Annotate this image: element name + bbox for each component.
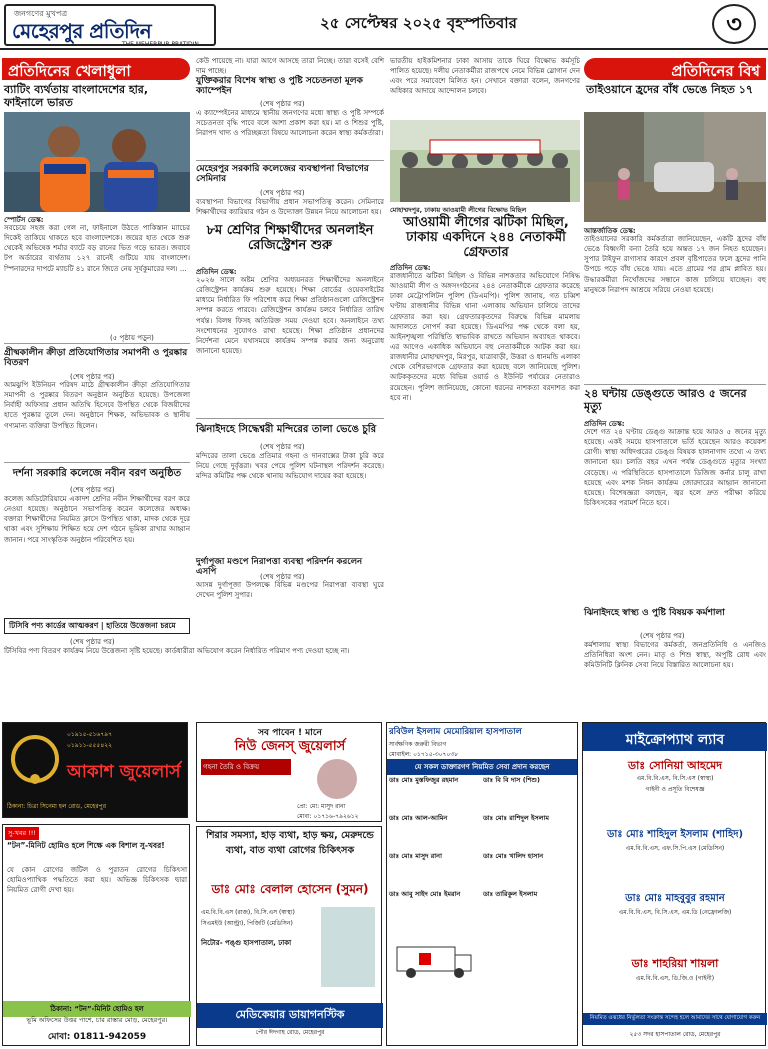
dr-belal-ad (196, 826, 382, 1046)
temple-body: মন্দিরের তালা ভেঙে প্রতিমার গহনা ও দানবাক্সের টাকা চুরি করে নিয়ে গেছে দুর্বৃত্তরা। খবর পেয়ে পুলিশ ঘটনাস্থল পরিদর্শন করেছে। মন্দির কমিটির পক্ষ থেকে থানায় অভিযোগ দায়ের করা হয়েছে। (196, 452, 384, 481)
divider (4, 462, 190, 463)
online-registration-headline: ৮ম শ্রেণির শিক্ষার্থীদের অনলাইন রেজিস্ট্রেশন শুরু (206, 223, 374, 253)
seminar-headline: মেহেরপুর সরকারি কলেজের ব্যবস্থাপনা বিভাগের সেমিনার (196, 164, 369, 185)
belal-degrees: এম.বি.বি.এস (রাজ), বি.সি.এস (স্বাস্থ্য) সিএমইউ (আল্ট্রা), পিজিটি (মেডিসিন) (201, 909, 295, 927)
rabiul-banner: যে সকল ডাক্তারগণ নিয়মিত সেবা প্রদান করছেন (387, 759, 577, 775)
micro-doctor-3-deg: এম.বি.বি.এস, বি.সি.এস, এম.ডি (নেফ্রোলজি) (618, 909, 732, 916)
sports-body: সবচেয়ে সহজ করা গেল না, ফাইনালে উঠতে পাকিস্তান ম্যাচের দিকেই তাকিয়ে থাকতে হবে বাংলাদেশকে। জয়ের হাত থেকে শুরু থেকেই অভিষেক শর্মার ব্যাটে বড় রানের ভিত গড়ে ভারত। জবাবে টপ অর্ডারের ব্যর্থতায় ১২৭ রানেই গুটিয়ে যায় বাংলাদেশ। স্পিনারদের দাপটে ম্যাচটি ৪১ রানে জিতে নেয় সূর্যকুমারের দল। ... (4, 224, 190, 273)
doctor-7: ডাঃ আবু সাইদ মোঃ ইমরান (389, 890, 461, 898)
section-header-world: প্রতিদিনের বিশ্ব (584, 58, 766, 80)
tonic-flag: সু-খবর !!! (5, 827, 39, 840)
seminar-continued: (শেষ পৃষ্ঠার পর) (260, 189, 305, 197)
darshana-headline: দর্শনা সরকারি কলেজে নবীন বরণ অনুষ্ঠিত (12, 468, 182, 479)
doctor-1: ডাঃ মোঃ মুস্তফিজুর রহমান (389, 776, 459, 784)
doctor-6: ডাঃ মোঃ খালিদ হাসান (483, 852, 544, 860)
workshop-continued: (শেষ পৃষ্ঠার পর) (640, 632, 685, 640)
online-body: ২০২৬ সালে অষ্টম শ্রেণির অধ্যয়নরত শিক্ষার্থীদের অনলাইনে রেজিস্ট্রেশন কার্যক্রম শুরু হয়েছে। শিক্ষা বোর্ডের ওয়েবসাইটের মাধ্যমে নির্ধারিত ফি পরিশোধ করে শিক্ষা প্রতিষ্ঠানগুলো রেজিস্ট্রেশন সম্পন্ন করতে পারবে। রেজিস্ট্রেশন কার্যক্রম চলবে নির্ধারিত তারিখ পর্যন্ত। বিলম্ব ফিসহ অতিরিক্ত সময় দেওয়া হবে। অনলাইনে তথ্য সংশোধনের সুযোগও রাখা হয়েছে। শিক্ষা প্রতিষ্ঠান প্রধানদের নির্দেশনা মেনে যথাসময়ে কার্যক্রম সম্পন্ন করার জন্য অনুরোধ জানানো হয়েছে। (196, 276, 384, 355)
darshana-continued: (শেষ পৃষ্ঠার পর) (70, 486, 115, 494)
newjewel-line: গহনা তৈরি ও বিক্রয় (201, 759, 291, 775)
newjewel-phone: মোবা: ০১৭১৬-৭৯২৬১২ (297, 813, 359, 820)
belal-address: পৌর ঈদগাহ রোড, মেহেরপুর (255, 1029, 325, 1036)
summer-sports-headline: গ্রীষ্মকালীন ক্রীড়া প্রতিযোগিতার সমাপনী ও পুরষ্কার বিতরণ (4, 348, 188, 369)
necklace-icon (7, 731, 63, 787)
health-campaign-headline: যুক্তিকরার বিশেষ স্বাস্থ্য ও পুষ্টি সচেতনতা মূলক ক্যাম্পেইন (196, 76, 363, 97)
tagline: জনগণের মুখপত্র (14, 9, 68, 18)
akash-address: ঠিকানা: চিত্রা সিনেমা হল রোড, মেহেরপুর (7, 803, 107, 810)
continued-text: কেউ পায়েছে না। যারা আগে আসছে তারা নিচ্ছে। তারা বসেই বেশি দাম পাচ্ছে। (196, 57, 384, 76)
seminar-body: ব্যবস্থাপনা বিভাগের বিভাগীয় প্রধান সভাপতিত্ব করেন। সেমিনারে শিক্ষার্থীদের ক্যারিয়ার গঠন ও উদ্যোক্তা উন্নয়ন নিয়ে আলোচনা হয়। (196, 198, 384, 217)
protest-photo (390, 120, 580, 202)
divider (196, 418, 384, 419)
dengue-headline: ২৪ ঘন্টায় ডেঙ্গুতে আরও ৫ জনের মৃত্যু (584, 387, 747, 413)
divider (584, 384, 766, 385)
world-byline: আন্তর্জাতিক ডেস্ক: (584, 227, 636, 235)
tonic-address-label: ঠিকানা: “টন”-মিনিট হোমিও হল (3, 1001, 191, 1017)
micro-address: ২৫৩ সদর হাসপাতাল রোড, মেহেরপুর (629, 1031, 721, 1038)
tonic-body: যে কোন রোগের জটিল ও পুরাতন রোগের চিকিৎসা হোমিওপ্যাথিক পদ্ধতিতে করা হয়। অভিজ্ঞ চিকিৎসক দ্বারা নিয়মিত রোগী দেখা হয়। (7, 866, 187, 895)
page-number: ৩ (712, 4, 756, 44)
micro-footer: নিয়মিত ওঝধের নির্ভুলতা সংক্রান্ত সন্দেহ হলে আমাদের সাথে যোগাযোগ করুন (583, 1013, 767, 1025)
dengue-body: দেশে গত ২৪ ঘণ্টায় ডেঙ্গু আক্রান্ত হয়ে আরও ৫ জনের মৃত্যু হয়েছে। একই সময়ে হাসপাতালে ভর্তি হয়েছেন আরও কয়েকশ রোগী। স্বাস্থ্য অধিদপ্তরের ডেঙ্গু বিষয়ক হালনাগাদ তথ্যে এ তথ্য জানানো হয়। চলতি বছর এখন পর্যন্ত ডেঙ্গুতে মৃত্যুর সংখ্যা বেড়েছে। এ পরিস্থিতিতে হাসপাতালে ডিজিজ কর্নার চালু রাখা হয়েছে এবং মশক নিধন কার্যক্রম জোরদারের আহ্বান জানানো হয়েছে। বিশেষজ্ঞরা বলছেন, জ্বর হলে দ্রুত পরীক্ষা করিয়ে চিকিৎসকের পরামর্শ নিতে হবে। (584, 428, 766, 507)
doctor-5: ডাঃ মোঃ মাসুদ রানা (389, 852, 442, 860)
newjewel-top: সব পাবেন ! মানে (258, 728, 322, 738)
owner-photo (317, 759, 357, 799)
tonic-address: ভূমি অফিসের উত্তর পাশে, চার রাস্তার মোড়, মেহেরপুর। (26, 1016, 168, 1024)
micropath-title: মাইক্রোপ্যাথ ল্যাব (583, 723, 767, 751)
darshana-body: কলেজ অডিটোরিয়ামে একাদশ শ্রেণির নবীন শিক্ষার্থীদের বরণ করে নেওয়া হয়েছে। অনুষ্ঠানে সভাপতিত্ব করেন কলেজের অধ্যক্ষ। বক্তারা শিক্ষার্থীদের নিয়মিত ক্লাসে উপস্থিত থাকা, মাদক থেকে দূরে থাকা এবং সুশিক্ষায় শিক্ষিত হয়ে দেশ গঠনে ভূমিকা রাখার আহ্বান জানান। পরে সাংস্কৃতিক অনুষ্ঠান পরিবেশিত হয়। (4, 495, 190, 544)
akash-title: আকাশ জুয়েলার্স (67, 762, 181, 782)
newjewel-title: নিউ জেনস্ জুয়েলার্স (234, 739, 346, 754)
divider (196, 160, 384, 161)
puja-body: আসন্ন দুর্গাপূজা উপলক্ষে বিভিন্ন মণ্ডপের নিরাপত্তা ব্যবস্থা ঘুরে দেখেন পুলিশ সুপার। (196, 581, 384, 600)
awami-byline: প্রতিদিন ডেস্ক: (390, 264, 431, 272)
issue-date: ২৫ সেপ্টেম্বর ২০২৫ বৃহস্পতিবার (320, 14, 517, 32)
cricket-photo (4, 112, 190, 212)
taiwan-body: তাইওয়ানের সরকারি কর্মকর্তারা জানিয়েছেন, একটি হ্রদের বাঁধ ভেঙে বিধ্বংসী বন্যা তৈরি হয়ে অন্তত ১৭ জন নিহত হয়েছেন। সুপার টাইফুন রাগাসার কারণে প্রবল বৃষ্টিপাতের ফলে হ্রদের পানি উপচে পড়ে বাঁধ ভেঙে যায়। এতে গ্রামের পর গ্রাম প্লাবিত হয়। উদ্ধারকর্মীরা নিখোঁজদের সন্ধানে কাজ চালিয়ে যাচ্ছেন। বহু মানুষকে নিরাপদ আশ্রয়ে সরিয়ে নেওয়া হয়েছে। (584, 235, 766, 294)
taiwan-headline: তাইওয়ানে হ্রদের বাঁধ ভেঙে নিহত ১৭ (586, 83, 754, 96)
micropath-lab-ad (582, 722, 766, 1046)
health-campaign-body: এ ক্যাম্পেইনের মাধ্যমে স্থানীয় জনগণের মধ্যে স্বাস্থ্য ও পুষ্টি সম্পর্কে সচেতনতা বৃদ্ধি পাবে বলে আশা প্রকাশ করা হয়। মা ও শিশুর পুষ্টি, নিরাপদ খাদ্য ও পরিচ্ছন্নতা বিষয়ে আলোচনা করেন স্বাস্থ্য কর্মকর্তারা। (196, 109, 384, 138)
online-byline: প্রতিদিন ডেস্ক: (196, 268, 237, 276)
protest-continued-body: ভারতীয় হাইকমিশনার ঢাকা আসায় তাকে ঘিরে বিক্ষোভ কর্মসূচি পালিত হয়েছে। দলীয় নেতাকর্মীরা রাজপথে নেমে বিভিন্ন স্লোগান দেন এবং পরে সমাবেশে মিলিত হন। সেখানে বক্তারা বলেন, জনগণের অধিকার আদায়ে আন্দোলন চলবে। (390, 57, 580, 96)
ambulance-icon (395, 937, 475, 981)
sports-headline: ব্যাটিং ব্যর্থতায় বাংলাদেশের হার, ফাইনালে ভারত (4, 83, 149, 109)
newspaper-subtitle: THE MEHERPUR PRATIDIN (122, 41, 199, 48)
newjewel-owner: প্রো: মো: মাসুদ রানা (297, 803, 346, 810)
sports-continued: (৫ পৃষ্ঠায় পড়ুন) (110, 334, 154, 342)
workshop-body: কর্মশালায় স্বাস্থ্য বিভাগের কর্মকর্তা, জনপ্রতিনিধি ও এনজিও প্রতিনিধিরা অংশ নেন। মাতৃ ও শিশু স্বাস্থ্য, অপুষ্টি রোধ এবং কমিউনিটি ক্লিনিক সেবা নিয়ে বিস্তারিত আলোচনা হয়। (584, 641, 766, 670)
micro-doctor-4: ডাঃ শাহরিয়া শায়লা (631, 957, 719, 970)
section-header-sports: প্রতিদিনের খেলাধুলা (2, 58, 190, 80)
rabiul-title: রবিউল ইসলাম মেমোরিয়াল হাসপাতাল (389, 727, 522, 737)
tcb-continued: (শেষ পৃষ্ঠার পর) (70, 638, 115, 646)
tonic-homeo-ad (2, 824, 190, 1046)
masthead (0, 0, 768, 50)
puja-continued: (শেষ পৃষ্ঠার পর) (260, 573, 305, 581)
awami-body: রাজধানীতে ঝটিকা মিছিল ও বিভিন্ন নাশকতার অভিযোগে নিষিদ্ধ আওয়ামী লীগ ও অঙ্গসংগঠনের ২৪৪ নেতাকর্মীকে গ্রেফতার করেছে ঢাকা মেট্রোপলিটন পুলিশ (ডিএমপি)। পুলিশ জানায়, গত চব্বিশ ঘণ্টায় রাজধানীর বিভিন্ন থানা এলাকায় অভিযান চালিয়ে তাদের গ্রেফতার করা হয়। গ্রেফতারকৃতদের বিরুদ্ধে বিভিন্ন মামলায় আদালতে সোপর্দ করা হয়েছে। ডিএমপির পক্ষ থেকে বলা হয়, আইনশৃঙ্খলা পরিস্থিতি স্বাভাবিক রাখতে অভিযান অব্যাহত থাকবে। এর আগেও একাধিক অভিযানে বহু নেতাকর্মীকে আটক করা হয়। রাজধানীর মোহাম্মদপুর, মিরপুর, যাত্রাবাড়ী, উত্তরা ও ধানমন্ডি এলাকা থেকে বেশিরভাগকে গ্রেফতার করা হয়েছে বলে জানিয়েছে পুলিশ। আটককৃতদের মধ্যে বিভিন্ন ওয়ার্ড ও ইউনিট পর্যায়ের নেতারাও রয়েছেন। পুলিশ জানিয়েছে, কোনো ধরনের নাশকতা বরদাশত করা হবে না। (390, 272, 580, 402)
tonic-phone: মোবা: 01811-942059 (47, 1032, 147, 1042)
micro-doctor-3: ডাঃ মোঃ মাহবুবুর রহমান (625, 893, 725, 904)
doctor-8: ডাঃ তারিকুল ইসলাম (483, 890, 538, 898)
doctor-2: ডাঃ বি বি দাস (শিশু) (483, 776, 540, 784)
flood-photo (584, 112, 766, 222)
tonic-title: “টন”-মিনিট হোমিও হলে শিক্ষে এক বিশাল সু-খবর! (7, 841, 165, 850)
temple-theft-headline: ঝিনাইদহে সিদ্ধেশ্বরী মন্দিরের তালা ভেঙে চুরি (196, 424, 377, 435)
micro-doctor-4-deg: এম.বি.বি.এস, ডি.জি.ও (গাইনী) (635, 975, 715, 982)
puja-security-headline: দুর্গাপূজা মণ্ডপে নিরাপত্তা ব্যবস্থা পরিদর্শন করলেন এসপি (196, 557, 363, 577)
tcb-headline: টিসিবি পণ্য কার্ডের আত্মকরণ | হাতিয়ে উত্তেজনা চরমে (4, 618, 190, 634)
doctor-3: ডাঃ মোঃ আল-আমিন (389, 814, 448, 822)
new-jewellers-ad (196, 722, 382, 822)
tcb-body: টিসিবির পণ্য বিতরণ কার্যক্রম নিয়ে উত্তেজনা সৃষ্টি হয়েছে। কার্ডধারীরা অভিযোগ করেন নির্ধারিত পরিমাণ পণ্য দেওয়া হচ্ছে না। (4, 647, 350, 655)
rabiul-phone: মোবাইল: ০১৭১৫-৩০৭০৩৮ (389, 751, 459, 758)
doctor-photo (321, 907, 375, 987)
micro-doctor-1: ডাঃ সোনিয়া আহমেদ (627, 759, 723, 772)
doctor-4: ডাঃ মোঃ রাশিদুল ইসলাম (483, 814, 549, 822)
rabiul-hospital-ad (386, 722, 578, 1046)
sports-byline: স্পোর্টস ডেস্ক: (4, 216, 44, 224)
divider (4, 343, 190, 344)
summer-sports-continued: (শেষ পৃষ্ঠার পর) (70, 373, 115, 381)
belal-doctor: ডাঃ মোঃ বেলাল হোসেন (সুমন) (211, 882, 369, 896)
newspaper-title: মেহেরপুর প্রতিদিন (12, 19, 152, 43)
akash-jewellers-ad (2, 722, 188, 818)
belal-top: শিরার সমস্যা, হাড় ব্যথা, হাড় ক্ষয়, মেরুদন্ডে ব্যথা, বাত ব্যথা রোগের চিকিৎসক (206, 830, 374, 856)
dengue-byline: প্রতিদিন ডেস্ক: (584, 420, 625, 428)
micro-doctor-2-deg: এম.বি.বি.এস, এফ.সি.পি.এস (মেডিসিন) (625, 845, 725, 852)
summer-sports-body: আমঝুপি ইউনিয়ন পরিষদ মাঠে গ্রীষ্মকালীন ক্রীড়া প্রতিযোগিতার সমাপনী ও পুরষ্কার বিতরণ অনুষ্ঠান অনুষ্ঠিত হয়েছে। উপজেলা নির্বাহী অফিসার প্রধান অতিথি হিসেবে উপস্থিত থেকে বিজয়ীদের হাতে পুরষ্কার তুলে দেন। অনুষ্ঠানে শিক্ষক, অভিভাবক ও স্থানীয় গণ্যমান্য ব্যক্তিরা উপস্থিত ছিলেন। (4, 381, 190, 430)
awami-league-headline: আওয়ামী লীগের ঝটিকা মিছিল, ঢাকায় একদিনে ২৪৪ নেতাকর্মী গ্রেফতার (403, 215, 569, 260)
protest-kicker: মোহাম্মদপুর, ঢাকায় আওয়ামী লীগের বিক্ষোভ মিছিল (390, 206, 527, 214)
temple-continued: (শেষ পৃষ্ঠার পর) (260, 443, 305, 451)
newspaper-logo (4, 4, 216, 46)
micro-doctor-1-deg: এম.বি.বি.এস, বি.সি.এস (স্বাস্থ্য) গাইনী ও প্রসূতি বিশেষজ্ঞ (636, 775, 714, 793)
health-campaign-continued: (শেষ পৃষ্ঠার পর) (260, 100, 305, 108)
micro-doctor-2: ডাঃ মোঃ শাহিদুল ইসলাম (শাহিদ) (606, 829, 744, 840)
workshop-headline: ঝিনাইদহে স্বাস্থ্য ও পুষ্টি বিষয়ক কর্মশালা (584, 608, 725, 618)
belal-institute: নিটোর- পঙ্গু হাসপাতাল, ঢাকা (201, 939, 292, 947)
belal-diagnostic: মেডিকেয়ার ডায়াগনস্টিক (197, 1003, 383, 1028)
akash-phones: ০১৯১৫-৫১৬৭৯৭ ০১৯১১-৫৫৫৪২২ (67, 731, 113, 749)
rabiul-sub: সার্বক্ষণিক জরুরী বিভাগ (389, 741, 447, 748)
